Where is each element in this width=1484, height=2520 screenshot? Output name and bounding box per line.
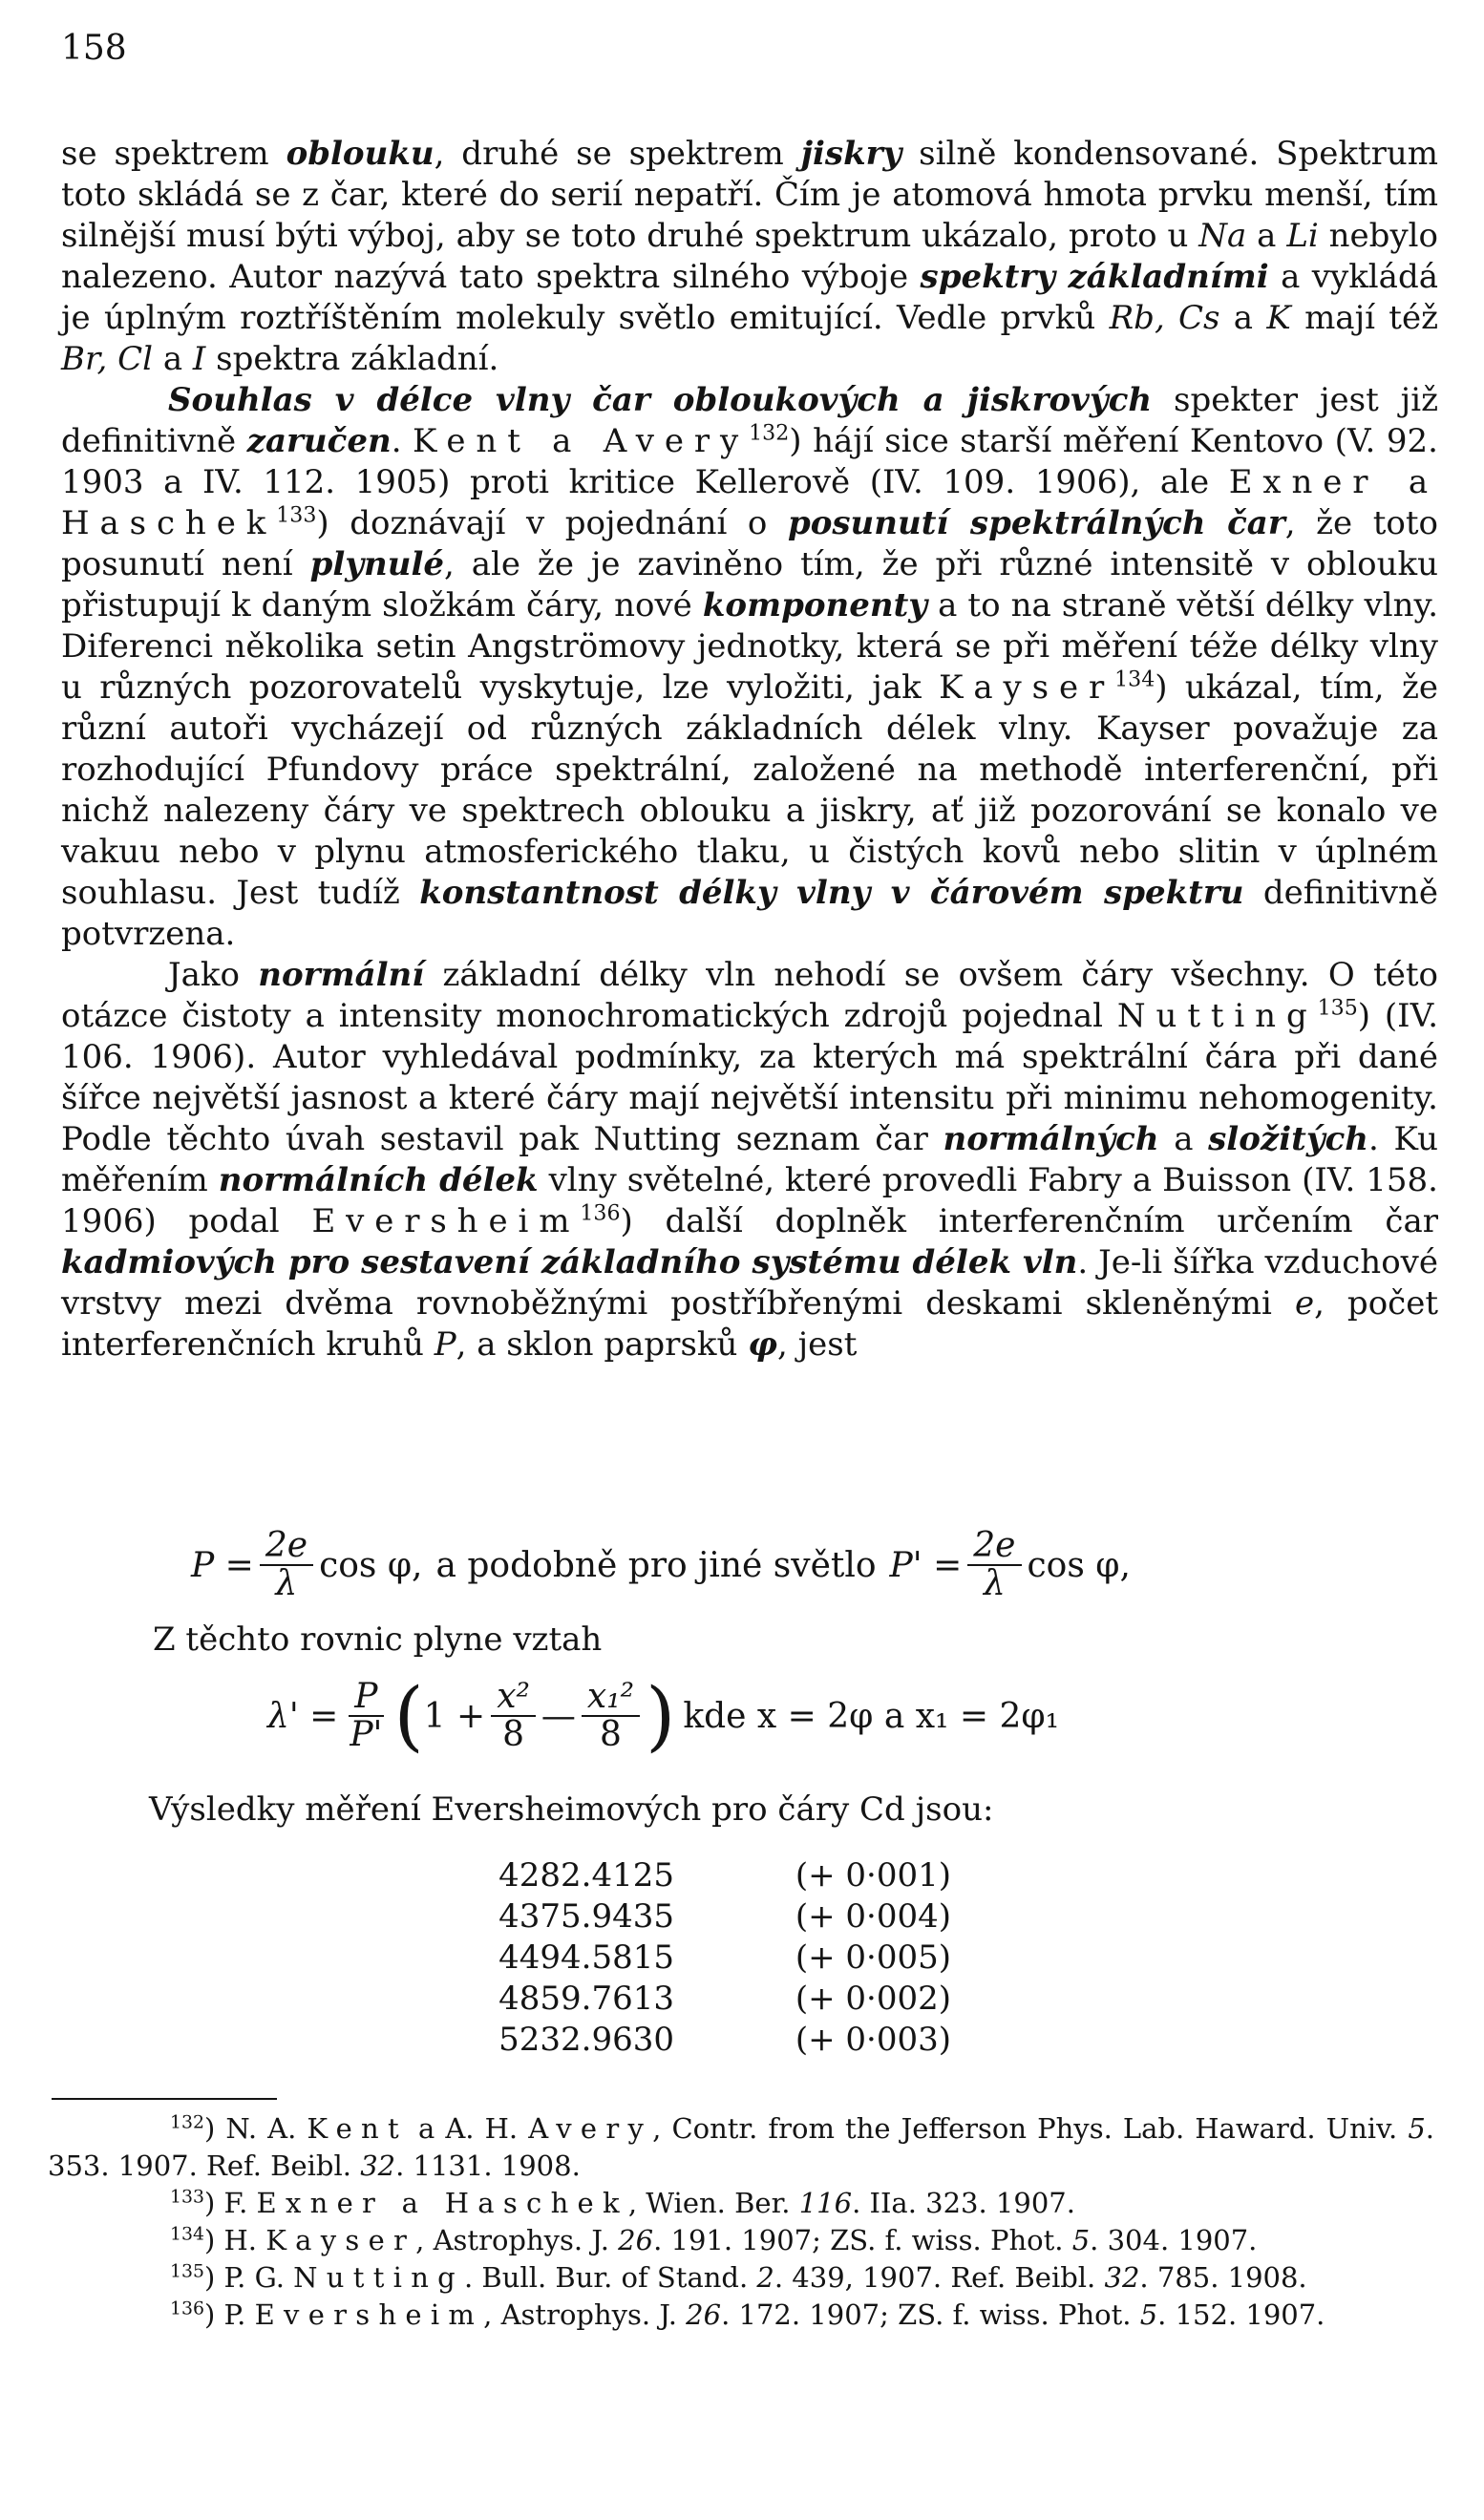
- paragraph-spectra: se spektrem oblouku, druhé se spektrem jiskry silně kondensované. Spektrum toto skládá se z čar, které do serií nepatří. Čím je atomová hmota prvku menší, tím silnější musí býti výboj, aby se toto druhé spektrum ukázalo, proto u Na a Li nebylo nalezeno. Autor nazývá tato spektra silného výboje spektry základními a vykládá je úplným roztříštěním molekuly světlo emitující. Vedle prvků Rb, Cs a K mají též Br, Cl a I spektra základní.: [61, 135, 1438, 378]
- fraction: $\frac{\text{x²}}{8}$: [491, 1679, 536, 1753]
- page-number: 158: [61, 29, 127, 68]
- footnote-132: $^{132}$) N. A. Kent a A. H. Avery, Contr. from the Jefferson Phys. Lab. Haward. Univ. 5. 353. 1907. Ref. Beibl. 32. 1131. 1908.: [48, 2112, 1434, 2182]
- formula-interference-rings: P = $\frac{2e}{\lambda}$ cos φ, a podobně pro jiné světlo P' = $\frac{2e}{\lambda}$ cos φ,: [191, 1526, 1131, 1603]
- table-row: 4859.7613 (+ 0·002): [498, 1980, 951, 2018]
- fraction: $\frac{\text{x₁²}}{8}$: [582, 1679, 640, 1753]
- footnote-136: $^{136}$) P. Eversheim, Astrophys. J. 26. 172. 1907; ZS. f. wiss. Phot. 5. 152. 1907.: [170, 2298, 1325, 2331]
- footnote-divider: [52, 2098, 277, 2100]
- table-row: 4375.9435 (+ 0·004): [498, 1897, 951, 1936]
- paragraph-normal-wavelengths: Jako normální základní délky vln nehodí se ovšem čáry všechny. O této otázce čistoty a intensity monochromatických zdrojů pojednal Nutting$^{135}$) (IV. 106. 1906). Autor vyhledával podmínky, za kterých má spektrální čára při dané šířce největší jasnost a které čáry mají největší intensitu při minimu nehomogenity. Podle těchto úvah sestavil pak Nutting seznam čar normálných a složitých. Ku měřením normálních délek vlny světelné, které provedli Fabry a Buisson (IV. 158. 1906) podal Eversheim$^{136}$) další doplněk interferenčním určením čar kadmiových pro sestavení základního systému délek vln. Je-li šířka vzduchové vrstvy mezi dvěma rovnoběžnými postříbřenými deskami skleněnými e, počet interferenčních kruhů P, a sklon paprsků φ, jest: [61, 956, 1439, 1364]
- body-text: [61, 134, 1438, 1366]
- formula-wavelength-relation: λ' = $\frac{P}{P'}$ ( 1 + $\frac{\text{x²}}{8}$ — $\frac{\text{x₁²}}{8}$ ) kde x = 2φ a x₁ = 2φ₁: [267, 1671, 1060, 1760]
- footnote-133: $^{133}$) F. Exner a Haschek, Wien. Ber. 116. IIa. 323. 1907.: [170, 2187, 1075, 2219]
- measurement-table: [483, 1855, 951, 2061]
- footnotes: [48, 2110, 1434, 2334]
- relation-intro: Z těchto rovnic plyne vztah: [153, 1620, 603, 1659]
- table-row: 4494.5815 (+ 0·005): [498, 1938, 951, 1977]
- fraction: $\frac{P}{P'}$: [350, 1677, 383, 1754]
- footnote-134: $^{134}$) H. Kayser, Astrophys. J. 26. 191. 1907; ZS. f. wiss. Phot. 5. 304. 1907.: [170, 2224, 1258, 2256]
- fraction: $\frac{2e}{\lambda}$: [260, 1528, 313, 1602]
- paragraph-agreement: Souhlas v délce vlny čar obloukových a jiskrových spekter jest již definitivně zaručen. Kent a Avery$^{132}$) hájí sice starší měření Kentovo (V. 92. 1903 a IV. 112. 1905) proti kritice Kellerově (IV. 109. 1906), ale Exner a Haschek$^{133}$) doznávají v pojednání o posunutí spektrálných čar, že toto posunutí není plynulé, ale že je zaviněno tím, že při různé intensitě v oblouku přistupují k daným složkám čáry, nové komponenty a to na straně větší délky vlny. Diferenci několika setin Angströmovy jednotky, která se při měření téže délky vlny u různých pozorovatelů vyskytuje, lze vyložiti, jak Kayser$^{134}$) ukázal, tím, že různí autoři vycházejí od různých základních délek vlny. Kayser považuje za rozhodující Pfundovy práce spektrální, založené na methodě interferenční, při nichž nalezeny čáry ve spektrech oblouku a jiskry, ať již pozorování se konalo ve vakuu nebo v plynu atmosferického tlaku, u čistých kovů nebo slitin v úplném souhlasu. Jest tudíž konstantnost délky vlny v čárovém spektru definitivně potvrzena.: [61, 381, 1439, 953]
- table-row: 4282.4125 (+ 0·001): [498, 1856, 951, 1895]
- table-row: 5232.9630 (+ 0·003): [498, 2021, 951, 2059]
- fraction: $\frac{2e}{\lambda}$: [967, 1528, 1021, 1602]
- footnote-135: $^{135}$) P. G. Nutting. Bull. Bur. of Stand. 2. 439, 1907. Ref. Beibl. 32. 785. 1908.: [170, 2261, 1307, 2294]
- results-intro: Výsledky měření Eversheimových pro čáry Cd jsou:: [149, 1790, 994, 1829]
